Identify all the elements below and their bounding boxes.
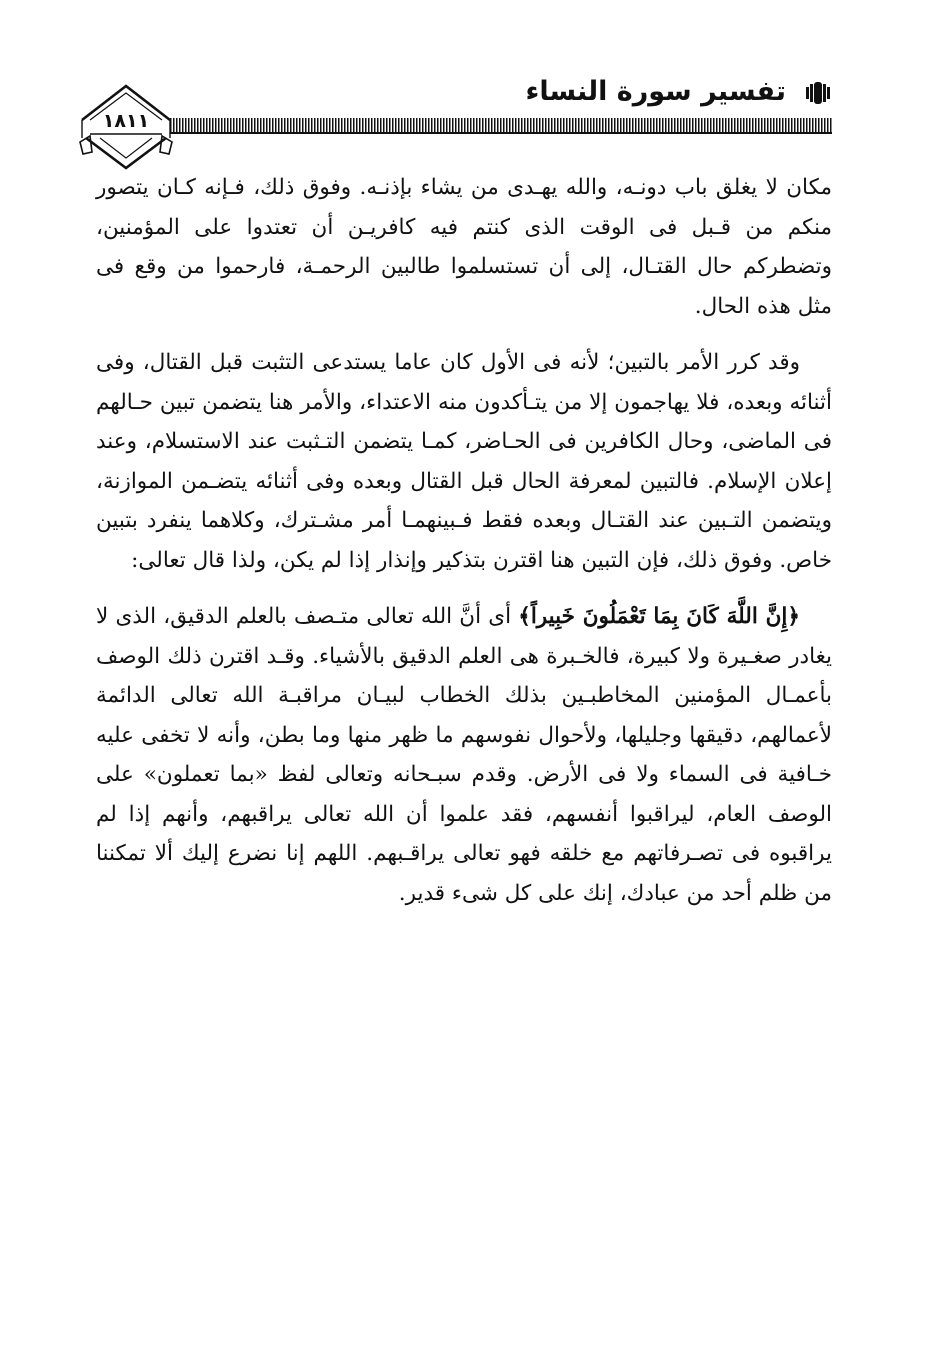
paragraph-2: وقد كرر الأمر بالتبين؛ لأنه فى الأول كان عاما يستدعى التثبت قبل القتال، وفى أثنائه وبعده، فلا يهاجمون إلا من يتـأكدون منه الاعتداء، والأمر هنا يتضمن تبين حـالهم فى الماضى، وحال الكافرين فى الحـاضر، كمـا يتضمن التـثبت عند الاستسلام، وعند إعلان الإسلام. فالتبين لمعرفة الحال قبل القتال وبعده وفى أثنائه يتضـمن الموازنة، ويتضمن التـبين عند القتـال وبعده فقط فـبينهمـا أمر مشـترك، وكلاهما ينفرد بتبين خاص. وفوق ذلك، فإن التبين هنا اقترن بتذكير وإنذار إذا لم يكن، ولذا قال تعالى: — [96, 350, 832, 573]
paragraph-3 — [96, 597, 832, 913]
quran-verse: ﴿إِنَّ اللَّهَ كَانَ بِمَا تَعْمَلُونَ خَبِيراً﴾ — [518, 604, 800, 629]
running-title: تفسير سورة النساء — [525, 76, 786, 107]
header-rule — [170, 118, 832, 132]
paragraph-1: مكان لا يغلق باب دونـه، والله يهـدى من يشاء بإذنـه. وفوق ذلك، فـإنه كـان يتصور منكم من قـبل فى الوقت الذى كنتم فيه كافريـن أن تعتدوا على المؤمنين، وتضطركم حال القتـال، إلى أن تستسلموا طالبين الرحمـة، فارحموا من وقع فى مثل هذه الحال. — [96, 175, 832, 319]
body-text — [96, 168, 832, 913]
page-number: ١٨١١ — [102, 110, 150, 132]
ornament-icon — [805, 82, 831, 104]
paragraph-3-text: أى أنَّ الله تعالى متـصف بالعلم الدقيق، الذى لا يغادر صغـيرة ولا كبيرة، فالخـبرة هى العلم الدقيق بالأشياء. وقـد اقترن ذلك الوصف بأعمـال المؤمنين المخاطبـين بذلك الخطاب لبيـان مراقبـة الله تعالى الدائمة لأعمالهم، دقيقها وجليلها، ولأحوال نفوسهم ما ظهر منها وما بطن، وأنه لا تخفى عليه خـافية فى السماء ولا فى الأرض. وقدم سبـحانه وتعالى لفظ «بما تعملون» على الوصف العام، ليراقبوا أنفسهم، فقد علموا أن الله تعالى يراقبهم، وأنهم إذا لم يراقبوه فى تصـرفاتهم مع خلقه فهو تعالى يراقـبهم. اللهم إنا نضرع إليك ألا تمكننا من ظلم أحد من عبادك، إنك على كل شىء قدير. — [96, 604, 832, 906]
header-rule-baseline — [170, 132, 832, 134]
